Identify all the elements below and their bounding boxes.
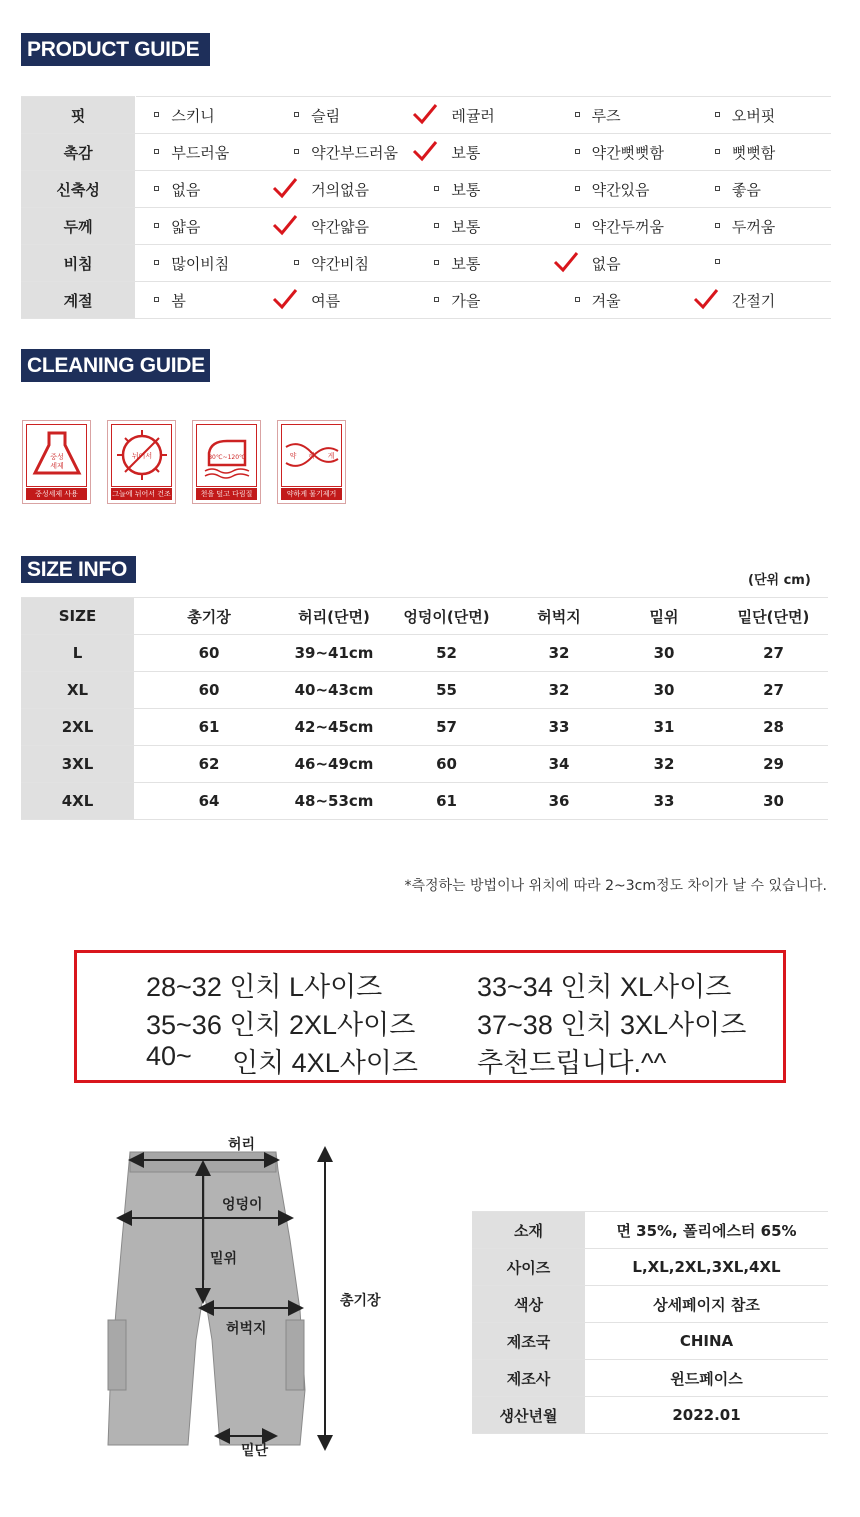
rec-closing: 추천드립니다.^^ [477,1048,667,1078]
size-header-cell: 엉덩이(단면) [384,598,509,635]
checkbox-icon [715,186,720,191]
guide-option-text: 스키니 [171,106,215,125]
label-length: 총기장 [340,1293,381,1309]
size-header-cell: 밑위 [609,598,719,635]
spec-label: 소재 [472,1212,585,1249]
size-value-cell: 46~49cm [284,746,384,783]
guide-option-text: 레귤러 [451,106,495,125]
guide-option-text: 없음 [171,180,201,199]
guide-option-text: 간절기 [731,291,776,310]
spec-value: 윈드페이스 [585,1360,828,1397]
guide-option-text: 가을 [451,291,481,310]
size-value-cell: 60 [384,746,509,783]
size-value-cell: 42~45cm [284,709,384,746]
checkbox-icon [154,260,159,265]
spec-row [472,1360,828,1397]
svg-text:게: 게 [327,452,335,460]
checkmark-icon [412,103,438,129]
size-header-cell: 총기장 [134,598,284,635]
guide-option [276,245,416,282]
guide-option-text: 봄 [171,291,186,310]
guide-option [557,282,697,319]
size-table [21,597,828,820]
guide-option-text: 얇음 [171,217,201,236]
table-row [21,746,828,783]
size-value-cell: 52 [384,635,509,672]
size-value-cell: 55 [384,672,509,709]
label-waist: 허리 [228,1137,256,1153]
checkmark-icon [553,251,579,277]
guide-row-label: 신축성 [21,171,136,208]
size-value-cell: 27 [719,635,828,672]
label-hem: 밑단 [241,1443,269,1459]
checkbox-icon [434,260,439,265]
guide-option [697,97,831,134]
guide-option-text: 겨울 [591,291,621,310]
size-label-cell: 2XL [21,709,134,746]
size-value-cell: 29 [719,746,828,783]
unit-label: (단위 cm) [748,573,811,588]
size-value-cell: 27 [719,672,828,709]
checkbox-icon [715,149,720,154]
rec-4xl-from: 40~ [146,1041,192,1071]
size-value-cell: 48~53cm [284,783,384,820]
size-value-cell: 32 [509,672,609,709]
care-caption: 약하게 물기제거 [281,488,342,500]
svg-text:약: 약 [289,452,297,460]
checkbox-icon [434,297,439,302]
guide-option-text: 약간얇음 [311,217,370,236]
guide-option-text: 루즈 [591,106,621,125]
shorts-diagram [100,1140,360,1470]
svg-text:중성: 중성 [50,453,64,461]
iron-icon [192,420,261,504]
label-hip: 엉덩이 [222,1197,263,1213]
rec-xl: 33~34 인치 XL사이즈 [477,972,732,1002]
checkbox-icon [294,149,299,154]
guide-option-text: 오버핏 [731,106,776,125]
guide-option [136,208,276,245]
spec-value: 2022.01 [585,1397,828,1434]
size-value-cell: 60 [134,672,284,709]
product-guide-table [21,96,831,319]
care-caption: 그늘에 뉘어서 건조 [112,490,171,498]
svg-text:세제: 세제 [50,462,64,470]
checkbox-icon [154,186,159,191]
guide-option [697,134,831,171]
guide-row [21,97,831,134]
spec-label: 생산년월 [472,1397,585,1434]
checkbox-icon [575,223,580,228]
table-row [21,783,828,820]
size-header-cell: SIZE [21,598,134,635]
product-guide-title: PRODUCT GUIDE [21,33,210,66]
guide-option [416,171,556,208]
size-value-cell: 30 [609,672,719,709]
size-value-cell: 31 [609,709,719,746]
gentle-wring-icon [277,420,346,504]
no-tumble-dry-icon [107,420,176,504]
guide-row [21,134,831,171]
guide-row-label: 계절 [21,282,136,319]
size-value-cell: 33 [509,709,609,746]
guide-option-text: 여름 [311,291,341,310]
spec-value: CHINA [585,1323,828,1360]
guide-option [697,282,831,319]
size-value-cell: 30 [609,635,719,672]
size-value-cell: 32 [509,635,609,672]
guide-option-text: 약간두꺼움 [591,217,665,236]
size-value-cell: 30 [719,783,828,820]
checkbox-icon [154,149,159,154]
spec-label: 제조사 [472,1360,585,1397]
guide-option [136,134,276,171]
guide-option-text: 슬림 [311,106,341,125]
guide-option [276,97,416,134]
guide-option [697,208,831,245]
guide-option-text: 약간비침 [311,254,370,273]
size-value-cell: 36 [509,783,609,820]
size-header-cell: 허벅지 [509,598,609,635]
table-row [21,672,828,709]
size-value-cell: 60 [134,635,284,672]
guide-option [697,245,831,282]
spec-label: 색상 [472,1286,585,1323]
guide-option [416,97,556,134]
checkmark-icon [272,177,298,203]
size-header-cell: 허리(단면) [284,598,384,635]
guide-option [416,134,556,171]
checkbox-icon [434,223,439,228]
spec-table [472,1211,828,1434]
label-rise: 밑위 [210,1251,238,1267]
checkbox-icon [715,112,720,117]
guide-option [136,282,276,319]
checkbox-icon [294,112,299,117]
rec-2xl: 35~36 인치 2XL사이즈 [146,1010,416,1040]
checkbox-icon [575,297,580,302]
size-value-cell: 28 [719,709,828,746]
guide-option [416,208,556,245]
neutral-detergent-icon [22,420,91,504]
spec-row [472,1397,828,1434]
care-caption: 천을 덮고 다림질 [196,488,257,500]
rec-4xl: 인치 4XL사이즈 [232,1048,418,1078]
spec-label: 사이즈 [472,1249,585,1286]
guide-row [21,245,831,282]
size-recommendation-box [74,950,786,1083]
guide-option [557,208,697,245]
spec-row [472,1249,828,1286]
guide-option-text: 약간뻣뻣함 [591,143,665,162]
size-label-cell: XL [21,672,134,709]
guide-option [697,171,831,208]
size-value-cell: 39~41cm [284,635,384,672]
guide-option [557,245,697,282]
guide-option [276,134,416,171]
checkbox-icon [154,223,159,228]
size-value-cell: 61 [134,709,284,746]
guide-option [136,171,276,208]
guide-option [416,282,556,319]
size-value-cell: 62 [134,746,284,783]
guide-row [21,282,831,319]
guide-option-text: 보통 [451,254,481,273]
guide-option [136,245,276,282]
care-caption: 중성세제 사용 [26,488,87,500]
checkmark-icon [693,288,719,314]
table-row [21,709,828,746]
guide-option-text: 보통 [451,217,481,236]
guide-option [276,282,416,319]
size-value-cell: 57 [384,709,509,746]
size-value-cell: 61 [384,783,509,820]
svg-text:뉘어서: 뉘어서 [131,452,153,460]
size-value-cell: 32 [609,746,719,783]
size-value-cell: 34 [509,746,609,783]
spec-row [472,1286,828,1323]
size-label-cell: 3XL [21,746,134,783]
size-header-cell: 밑단(단면) [719,598,828,635]
checkbox-icon [575,149,580,154]
guide-row-label: 촉감 [21,134,136,171]
spec-value: 상세페이지 참조 [585,1286,828,1323]
rec-3xl: 37~38 인치 3XL사이즈 [477,1010,747,1040]
guide-option-text: 보통 [451,143,481,162]
size-value-cell: 64 [134,783,284,820]
checkmark-icon [272,214,298,240]
size-label-cell: 4XL [21,783,134,820]
label-thigh: 허벅지 [226,1321,267,1337]
checkbox-icon [715,223,720,228]
cleaning-guide-title: CLEANING GUIDE [21,349,210,382]
rec-l: 28~32 인치 L사이즈 [146,972,383,1002]
guide-option-text: 거의없음 [311,180,370,199]
checkbox-icon [434,186,439,191]
checkmark-icon [272,288,298,314]
guide-option [276,208,416,245]
guide-row-label: 두께 [21,208,136,245]
spec-value: L,XL,2XL,3XL,4XL [585,1249,828,1286]
guide-option [557,171,697,208]
checkbox-icon [294,260,299,265]
spec-label: 제조국 [472,1323,585,1360]
checkbox-icon [154,297,159,302]
guide-option-text: 많이비침 [171,254,230,273]
size-value-cell: 33 [609,783,719,820]
guide-option-text: 두꺼움 [731,217,776,236]
svg-text:80℃~120℃: 80℃~120℃ [208,454,246,461]
guide-option [416,245,556,282]
checkmark-icon [412,140,438,166]
svg-text:하: 하 [308,452,316,460]
checkbox-icon [715,259,720,264]
guide-row-label: 핏 [21,97,136,134]
guide-option-text: 없음 [591,254,621,273]
spec-row [472,1212,828,1249]
guide-option [136,97,276,134]
guide-option [557,97,697,134]
size-info-title: SIZE INFO [21,556,136,583]
size-label-cell: L [21,635,134,672]
guide-row [21,208,831,245]
guide-option-text: 뻣뻣함 [731,143,776,162]
guide-option-text: 부드러움 [171,143,230,162]
guide-option-text: 보통 [451,180,481,199]
guide-row [21,171,831,208]
spec-value: 면 35%, 폴리에스터 65% [585,1212,828,1249]
guide-option-text: 좋음 [731,180,761,199]
guide-row-label: 비침 [21,245,136,282]
checkbox-icon [154,112,159,117]
size-value-cell: 40~43cm [284,672,384,709]
table-row [21,635,828,672]
checkbox-icon [575,112,580,117]
spec-row [472,1323,828,1360]
guide-option [276,171,416,208]
guide-option-text: 약간부드러움 [311,143,399,162]
measurement-note: *측정하는 방법이나 위치에 따라 2~3cm정도 차이가 날 수 있습니다. [404,878,827,894]
guide-option-text: 약간있음 [591,180,650,199]
guide-option [557,134,697,171]
checkbox-icon [575,186,580,191]
